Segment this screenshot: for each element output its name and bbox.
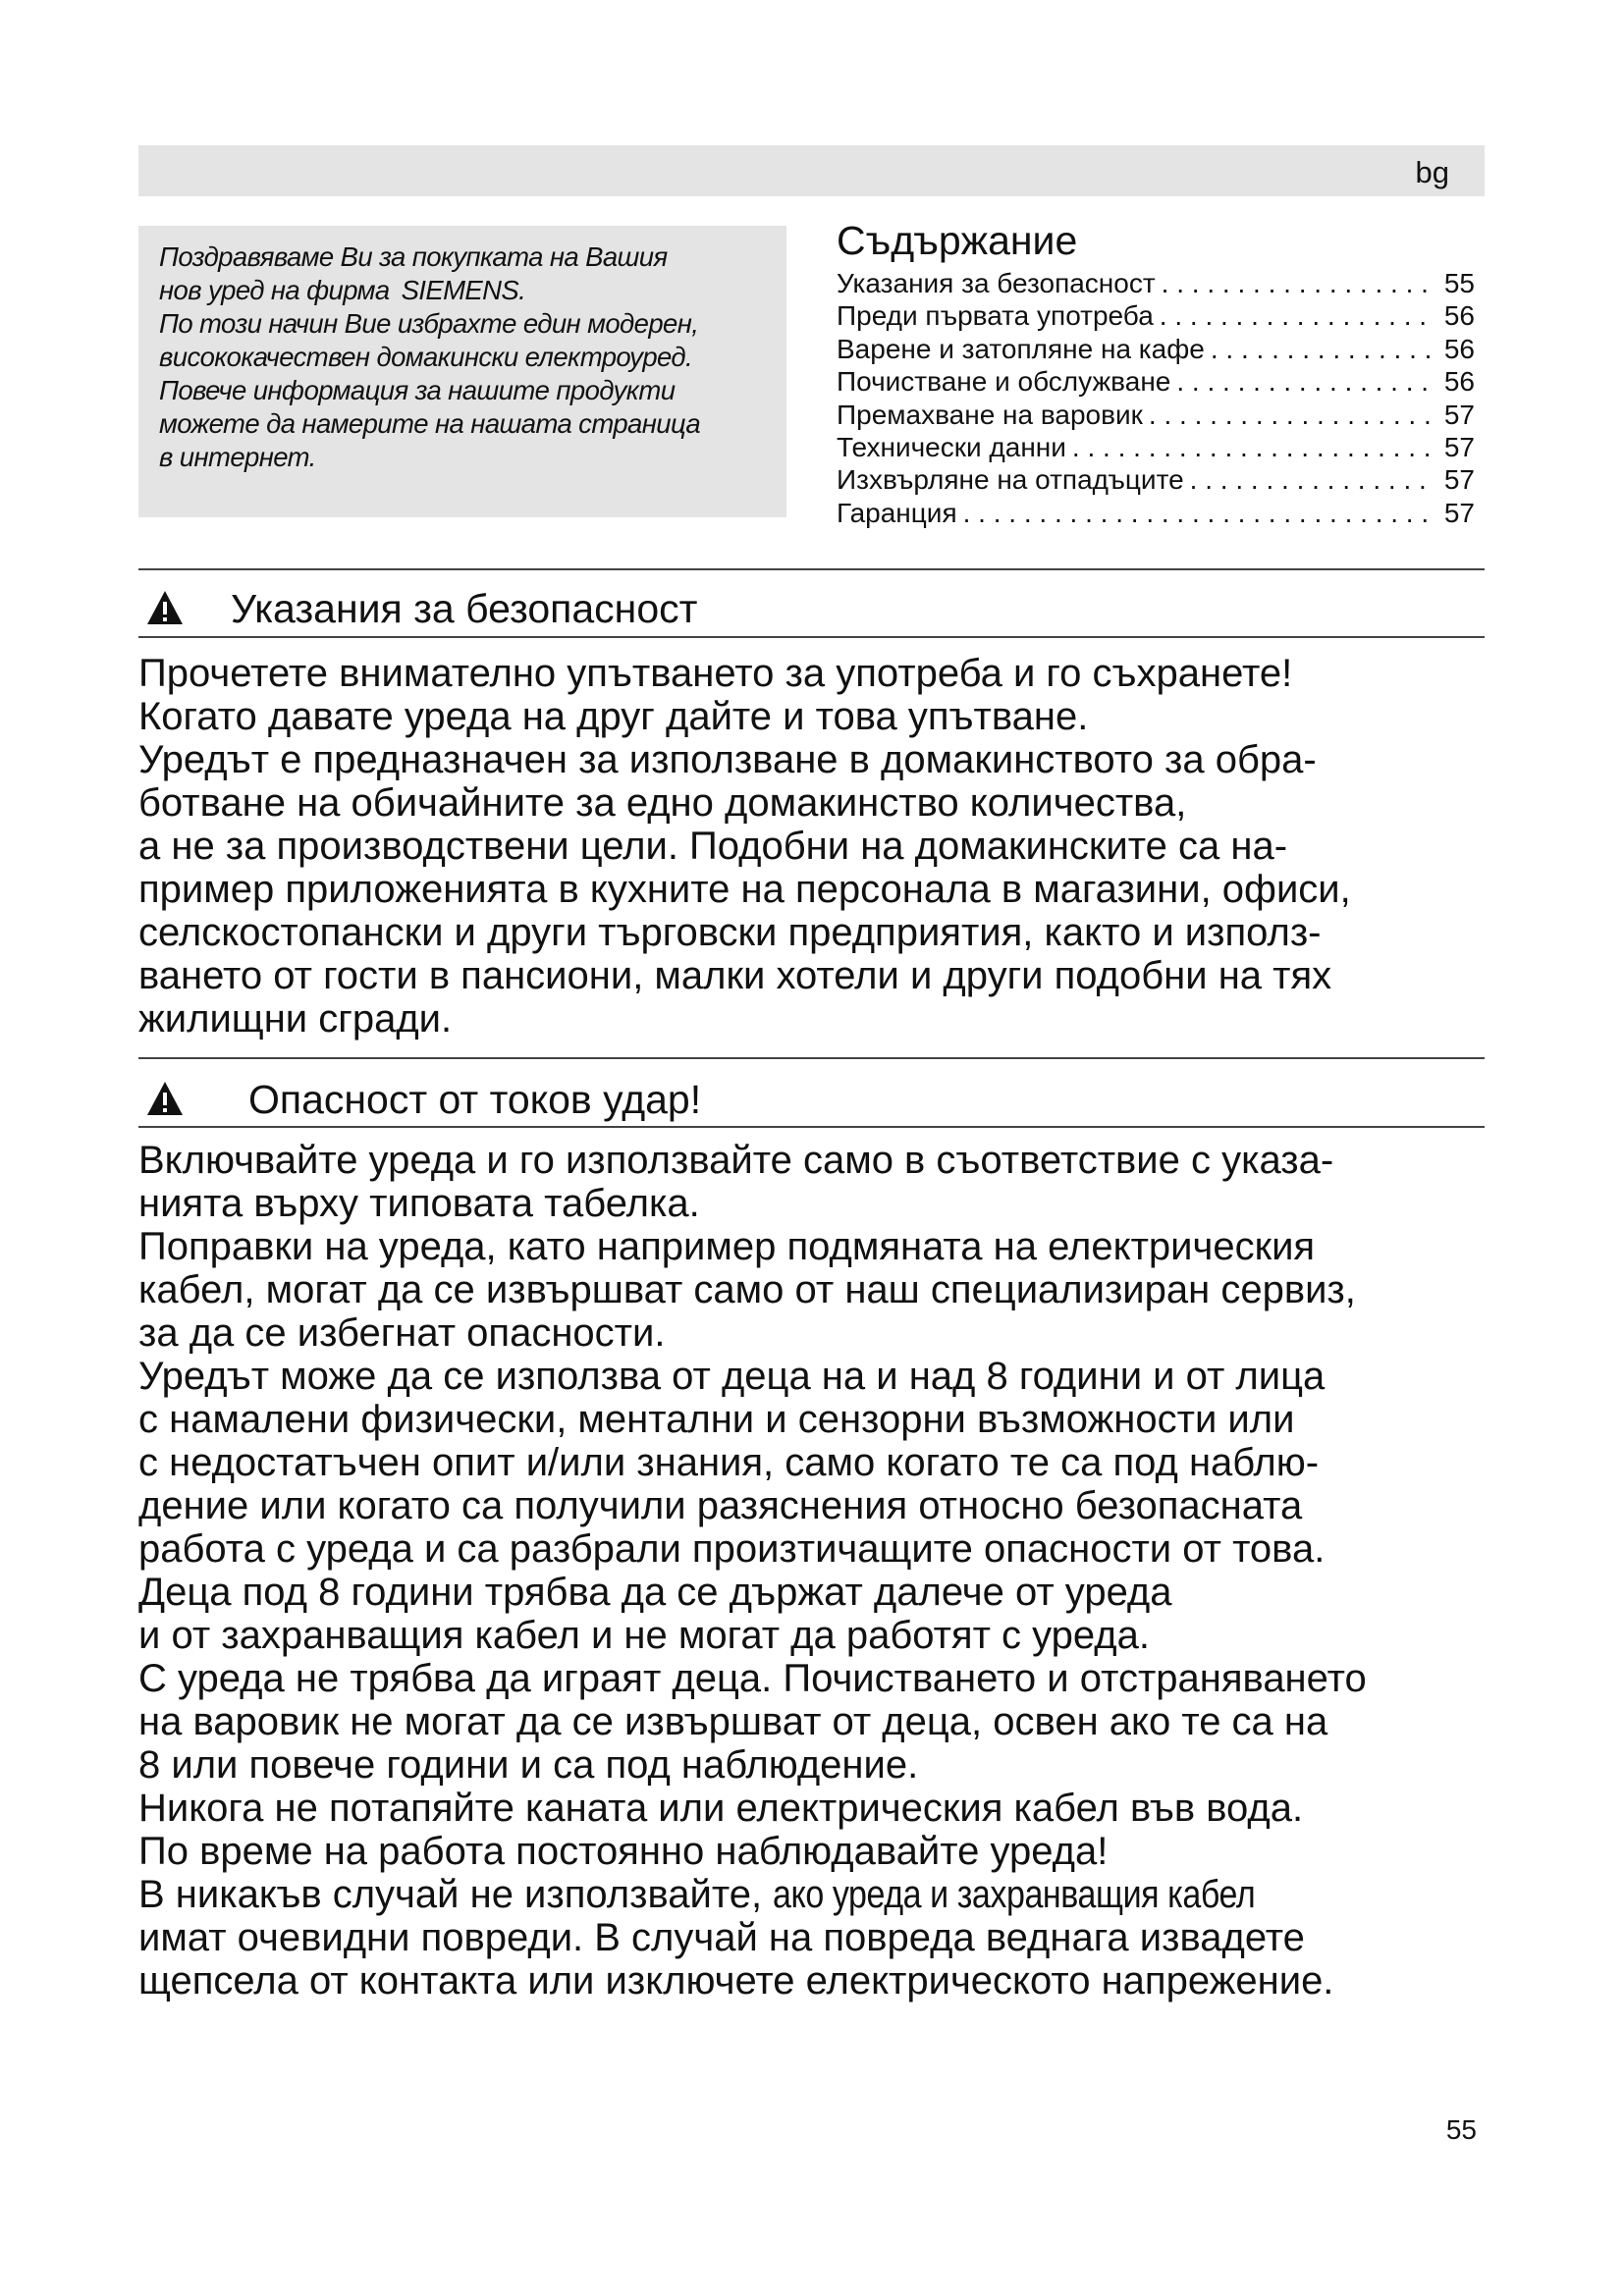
toc-title: Съдържание	[837, 218, 1078, 263]
section-rule-bottom	[138, 1126, 1485, 1128]
body-line: и от захранващия кабел и не могат да работят с уреда.	[138, 1614, 1150, 1657]
body-line: Никога не потапяйте каната или електрическия кабел във вода.	[138, 1787, 1304, 1830]
section-rule-bottom	[138, 636, 1485, 638]
toc-item	[837, 365, 1475, 398]
toc-item-label: Изхвърляне на отпадъците	[837, 464, 1184, 496]
warning-triangle-icon	[138, 1076, 191, 1123]
language-bar	[138, 145, 1485, 196]
intro-line: По този начин Вие избрахте един модерен,	[159, 308, 699, 339]
toc-item-label: Премахване на варовик	[837, 399, 1143, 430]
toc-item-label: Преди първата употреба	[837, 300, 1154, 332]
toc-item-page: 57	[1443, 432, 1475, 463]
toc-item-label: Почистване и обслужване	[837, 366, 1171, 398]
toc-item-page: 57	[1443, 399, 1475, 430]
body-line: дение или когато са получили разяснения относно безопасната	[138, 1484, 1303, 1527]
toc-item	[837, 299, 1475, 332]
body-line: Деца под 8 години трябва да се държат далече от уреда	[138, 1571, 1172, 1614]
toc-leader	[963, 497, 1430, 529]
toc-item	[837, 463, 1475, 496]
toc-item-page: 57	[1443, 497, 1475, 528]
body-line: Когато давате уреда на друг дайте и това упътване.	[138, 695, 1089, 738]
toc-leader	[1190, 463, 1430, 496]
toc-item-label: Технически данни	[837, 432, 1066, 463]
body-line: за да се избегнат опасности.	[138, 1311, 666, 1355]
toc-leader	[1211, 333, 1430, 365]
page-number: 55	[1445, 2114, 1477, 2145]
body-line: селскостопански и други търговски предприятия, както и използ-	[138, 911, 1322, 954]
body-line	[138, 1873, 1513, 1916]
intro-line: в интернет.	[159, 442, 316, 472]
section-heading-text: Опасност от токов удар!	[248, 1076, 702, 1122]
toc-leader	[1160, 299, 1430, 332]
section-body	[138, 1139, 1513, 2002]
body-line: ботване на обичайните за едно домакинство количества,	[138, 781, 1187, 825]
intro-box	[138, 226, 786, 517]
table-of-contents	[837, 216, 1475, 529]
body-line: По време на работа постоянно наблюдавайте уреда!	[138, 1830, 1109, 1873]
intro-line: Повече информация за нашите продукти	[159, 375, 676, 405]
section-body	[138, 652, 1513, 1041]
toc-item	[837, 267, 1475, 299]
brand-name: SIEMENS.	[401, 275, 526, 305]
section-rule-top	[138, 1057, 1485, 1059]
body-line: щепсела от контакта или изключете електрическото напрежение.	[138, 1959, 1334, 2002]
body-line: жилищни сгради.	[138, 997, 453, 1041]
toc-item-page: 56	[1443, 333, 1475, 364]
toc-item-label: Варене и затопляне на кафе	[837, 333, 1205, 364]
body-line: С уреда не трябва да играят деца. Почистването и отстраняването	[138, 1657, 1367, 1700]
toc-item	[837, 497, 1475, 529]
intro-line: Поздравяваме Ви за покупката на Вашия	[159, 241, 668, 272]
body-line: с недостатъчен опит и/или знания, само когато те са под наблю-	[138, 1441, 1320, 1484]
toc-item-label: Указания за безопасност	[837, 268, 1156, 298]
section-heading	[138, 1070, 701, 1129]
toc-leader	[1162, 267, 1430, 299]
body-line: Уредът е предназначен за използване в домакинството за обра-	[138, 738, 1317, 781]
section-rule-top	[138, 568, 1485, 570]
toc-item-page: 56	[1443, 300, 1475, 332]
body-line: 8 или повече години и са под наблюдение.	[138, 1743, 919, 1787]
section-heading-text: Указания за безопасност	[231, 585, 698, 631]
intro-line	[159, 274, 773, 307]
toc-leader	[1176, 365, 1430, 398]
intro-line: висококачествен домакински електроуред.	[159, 342, 693, 372]
section-heading	[138, 579, 697, 638]
body-line: Включвайте уреда и го използвайте само в съответствие с указа-	[138, 1139, 1334, 1182]
toc-item	[837, 333, 1475, 365]
warning-triangle-icon	[138, 585, 191, 632]
body-line: а не за производствени цели. Подобни на домакинските са на-	[138, 825, 1288, 868]
body-line: Прочетете внимателно упътването за употреба и го съхранете!	[138, 652, 1293, 695]
body-line: Уредът може да се използва от деца на и над 8 години и от лица	[138, 1355, 1326, 1398]
body-line: кабел, могат да се извършват само от наш специализиран сервиз,	[138, 1268, 1356, 1311]
body-line: имат очевидни повреди. В случай на повреда веднага извадете	[138, 1916, 1305, 1959]
toc-item-page: 57	[1443, 464, 1475, 496]
intro-line-text: нов уред на фирма	[159, 275, 390, 305]
toc-item-page: 55	[1443, 268, 1475, 298]
body-line: работа с уреда и са разбрали произтичащите опасности от това.	[138, 1527, 1326, 1571]
body-line: нията върху типовата табелка.	[138, 1182, 700, 1225]
toc-item	[837, 431, 1475, 463]
language-code: bg	[1415, 155, 1449, 189]
body-line: пример приложенията в кухните на персонала в магазини, офиси,	[138, 868, 1351, 911]
toc-item	[837, 399, 1475, 431]
toc-item-page: 56	[1443, 366, 1475, 398]
condensed-text: ако уреда и захранващия кабел	[773, 1873, 1256, 1916]
toc-leader	[1149, 399, 1430, 431]
body-line: Поправки на уреда, като например подмяната на електрическия	[138, 1225, 1316, 1268]
body-line-text: В никакъв случай не използвайте,	[138, 1873, 763, 1916]
intro-line: можете да намерите на нашата страница	[159, 408, 701, 439]
toc-item-label: Гаранция	[837, 497, 957, 528]
body-line: на варовик не могат да се извършват от деца, освен ако те са на	[138, 1700, 1328, 1743]
toc-leader	[1072, 431, 1430, 463]
body-line: с намалени физически, ментални и сензорни възможности или	[138, 1398, 1295, 1441]
body-line: ването от гости в пансиони, малки хотели и други подобни на тях	[138, 954, 1332, 997]
